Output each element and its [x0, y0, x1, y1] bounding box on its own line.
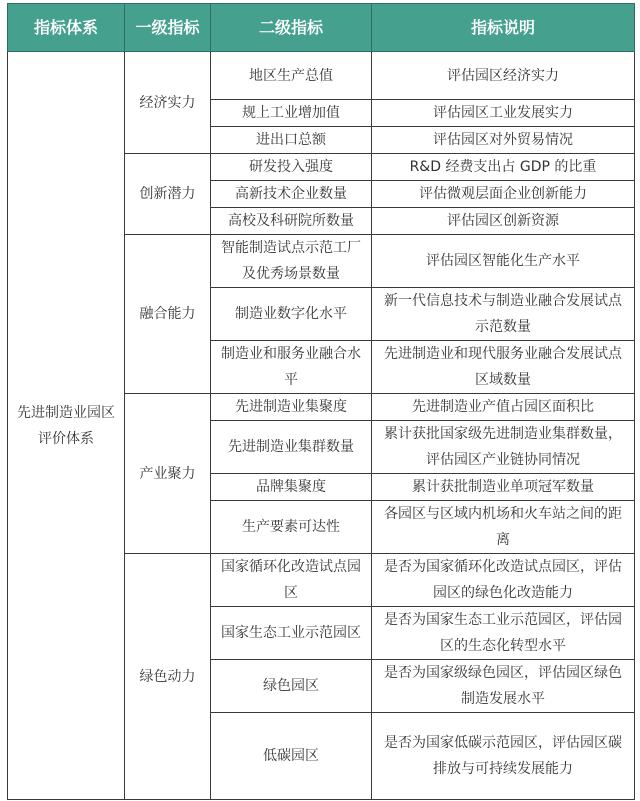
description-cell: 评估微观层面企业创新能力: [372, 181, 635, 208]
description-cell: R&D 经费支出占 GDP 的比重: [372, 154, 635, 181]
header-level1: 一级指标: [125, 4, 211, 52]
indicator-cell: 品牌集聚度: [211, 474, 372, 501]
indicator-cell: 地区生产总值: [211, 52, 372, 100]
description-cell: 是否为国家级绿色园区，评估园区绿色制造发展水平: [372, 660, 635, 713]
description-cell: 评估园区工业发展实力: [372, 100, 635, 127]
indicator-cell: 智能制造试点示范工厂及优秀场景数量: [211, 235, 372, 288]
description-cell: 先进制造业产值占园区面积比: [372, 394, 635, 421]
level1-green: 绿色动力: [125, 554, 211, 800]
indicator-cell: 规上工业增加值: [211, 100, 372, 127]
header-system: 指标体系: [8, 4, 125, 52]
header-row: [8, 4, 635, 52]
level1-innovation: 创新潜力: [125, 154, 211, 235]
level1-economic: 经济实力: [125, 52, 211, 154]
indicator-cell: 绿色园区: [211, 660, 372, 713]
description-cell: 是否为国家循环化改造试点园区，评估园区的绿色化改造能力: [372, 554, 635, 607]
description-cell: 评估园区创新资源: [372, 208, 635, 235]
header-description: 指标说明: [372, 4, 635, 52]
table-row: [8, 52, 635, 100]
description-cell: 评估园区对外贸易情况: [372, 127, 635, 154]
indicator-cell: 先进制造业集聚度: [211, 394, 372, 421]
indicator-cell: 国家循环化改造试点园区: [211, 554, 372, 607]
indicator-cell: 先进制造业集群数量: [211, 421, 372, 474]
level1-integration: 融合能力: [125, 235, 211, 394]
indicator-table: [7, 3, 635, 800]
indicator-cell: 制造业数字化水平: [211, 288, 372, 341]
indicator-cell: 国家生态工业示范园区: [211, 607, 372, 660]
description-cell: 累计获批制造业单项冠军数量: [372, 474, 635, 501]
indicator-cell: 低碳园区: [211, 713, 372, 800]
description-cell: 是否为国家低碳示范园区，评估园区碳排放与可持续发展能力: [372, 713, 635, 800]
indicator-cell: 进出口总额: [211, 127, 372, 154]
indicator-cell: 高校及科研院所数量: [211, 208, 372, 235]
description-cell: 各园区与区域内机场和火车站之间的距离: [372, 501, 635, 554]
indicator-cell: 高新技术企业数量: [211, 181, 372, 208]
description-cell: 是否为国家生态工业示范园区，评估园区的生态化转型水平: [372, 607, 635, 660]
header-level2: 二级指标: [211, 4, 372, 52]
description-cell: 先进制造业和现代服务业融合发展试点区域数量: [372, 341, 635, 394]
description-cell: 新一代信息技术与制造业融合发展试点示范数量: [372, 288, 635, 341]
level1-industry: 产业聚力: [125, 394, 211, 554]
description-cell: 评估园区经济实力: [372, 52, 635, 100]
indicator-cell: 制造业和服务业融合水平: [211, 341, 372, 394]
description-cell: 累计获批国家级先进制造业集群数量，评估园区产业链协同情况: [372, 421, 635, 474]
indicator-cell: 生产要素可达性: [211, 501, 372, 554]
description-cell: 评估园区智能化生产水平: [372, 235, 635, 288]
indicator-cell: 研发投入强度: [211, 154, 372, 181]
system-cell: 先进制造业园区评价体系: [8, 52, 125, 800]
